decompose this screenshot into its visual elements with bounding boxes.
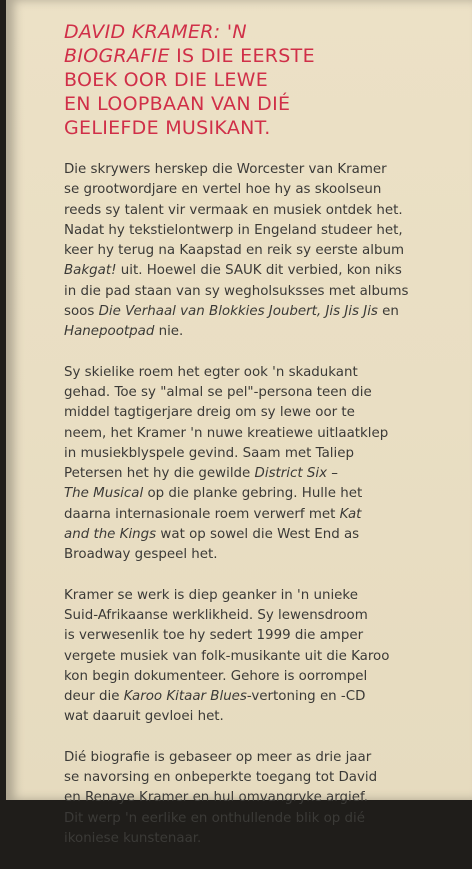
paragraph-line: Hanepootpad nie.: [64, 324, 184, 340]
heading-line: [64, 68, 454, 92]
heading-line: [64, 20, 454, 44]
heading-italic: DAVID KRAMER: 'N: [64, 21, 247, 43]
heading-line: [64, 92, 454, 116]
blurb-text: [64, 160, 464, 869]
heading-italic: BIOGRAFIE: [64, 45, 170, 67]
paragraph-line: kon begin dokumenteer. Gehore is oorrompel: [64, 668, 368, 684]
paragraph-line: in musiekblyspele gevind. Saam met Taliep: [64, 445, 354, 461]
cover-heading: [64, 20, 454, 140]
paragraph-line: Bakgat! uit. Hoewel die SAUK dit verbied, kon niks: [64, 263, 402, 279]
heading-text: IS DIE EERSTE: [169, 45, 315, 67]
paragraph-line: reeds sy talent vir vermaak en musiek ontdek het.: [64, 202, 403, 218]
paragraph-line: Nadat hy tekstielontwerp in Engeland studeer het,: [64, 222, 403, 238]
paragraph-line: is verwesenlik toe hy sedert 1999 die amper: [64, 628, 364, 644]
paragraph-line: Die skrywers herskep die Worcester van Kramer: [64, 162, 387, 177]
paragraph-line: Broadway gespeel het.: [64, 547, 218, 563]
paragraph-line: keer hy terug na Kaapstad en reik sy eerste album: [64, 243, 404, 259]
paragraph-line: Kramer se werk is diep geanker in 'n unieke: [64, 587, 358, 603]
heading-line: [64, 44, 454, 68]
book-back-cover: [6, 0, 472, 846]
paragraph: [64, 748, 464, 849]
paragraph-line: neem, het Kramer 'n nuwe kreatiewe uitlaatklep: [64, 425, 389, 441]
paragraph-line: wat daaruit gevloei het.: [64, 709, 224, 725]
paragraph-line: gehad. Toe sy "almal se pel"-persona teen die: [64, 384, 372, 400]
heading-text: EN LOOPBAAN VAN DIÉ: [64, 93, 291, 115]
paragraph: [64, 160, 464, 343]
heading-line: [64, 116, 454, 140]
paragraph-line: en Renaye Kramer en hul omvangryke argief.: [64, 790, 368, 806]
paragraph-line: Dié biografie is gebaseer op meer as drie jaar: [64, 749, 372, 765]
paragraph-line: vergete musiek van folk-musikante uit die Karoo: [64, 648, 390, 664]
paragraph-line: The Musical op die planke gebring. Hulle het: [64, 486, 363, 502]
paragraph-line: daarna internasionale roem verwerf met Kat: [64, 506, 362, 522]
paragraph-line: Suid-Afrikaanse werklikheid. Sy lewensdroom: [64, 607, 368, 623]
paragraph: [64, 586, 464, 728]
paragraph-line: in die pad staan van sy wegholsuksses met albums: [64, 283, 409, 299]
paragraph-line: se navorsing en onbeperkte toegang tot David: [64, 770, 378, 786]
paragraph-line: Petersen het hy die gewilde District Six –: [64, 466, 338, 482]
paragraph-line: soos Die Verhaal van Blokkies Joubert, Jis Jis Jis en: [64, 304, 399, 320]
paragraph-line: deur die Karoo Kitaar Blues-vertoning en -CD: [64, 689, 366, 705]
paragraph-line: ikoniese kunstenaar.: [64, 830, 202, 846]
heading-text: GELIEFDE MUSIKANT.: [64, 117, 271, 139]
paragraph-line: Sy skielike roem het egter ook 'n skadukant: [64, 364, 358, 380]
paragraph-line: se grootwordjare en vertel hoe hy as skoolseun: [64, 182, 382, 198]
heading-text: BOEK OOR DIE LEWE: [64, 69, 269, 91]
paragraph-line: middel tagtigerjare dreig om sy lewe oor te: [64, 405, 355, 421]
paragraph: [64, 363, 464, 566]
paragraph-line: Dit werp 'n eerlike en onthullende blik op dié: [64, 810, 366, 826]
paragraph-line: and the Kings wat op sowel die West End as: [64, 527, 360, 543]
